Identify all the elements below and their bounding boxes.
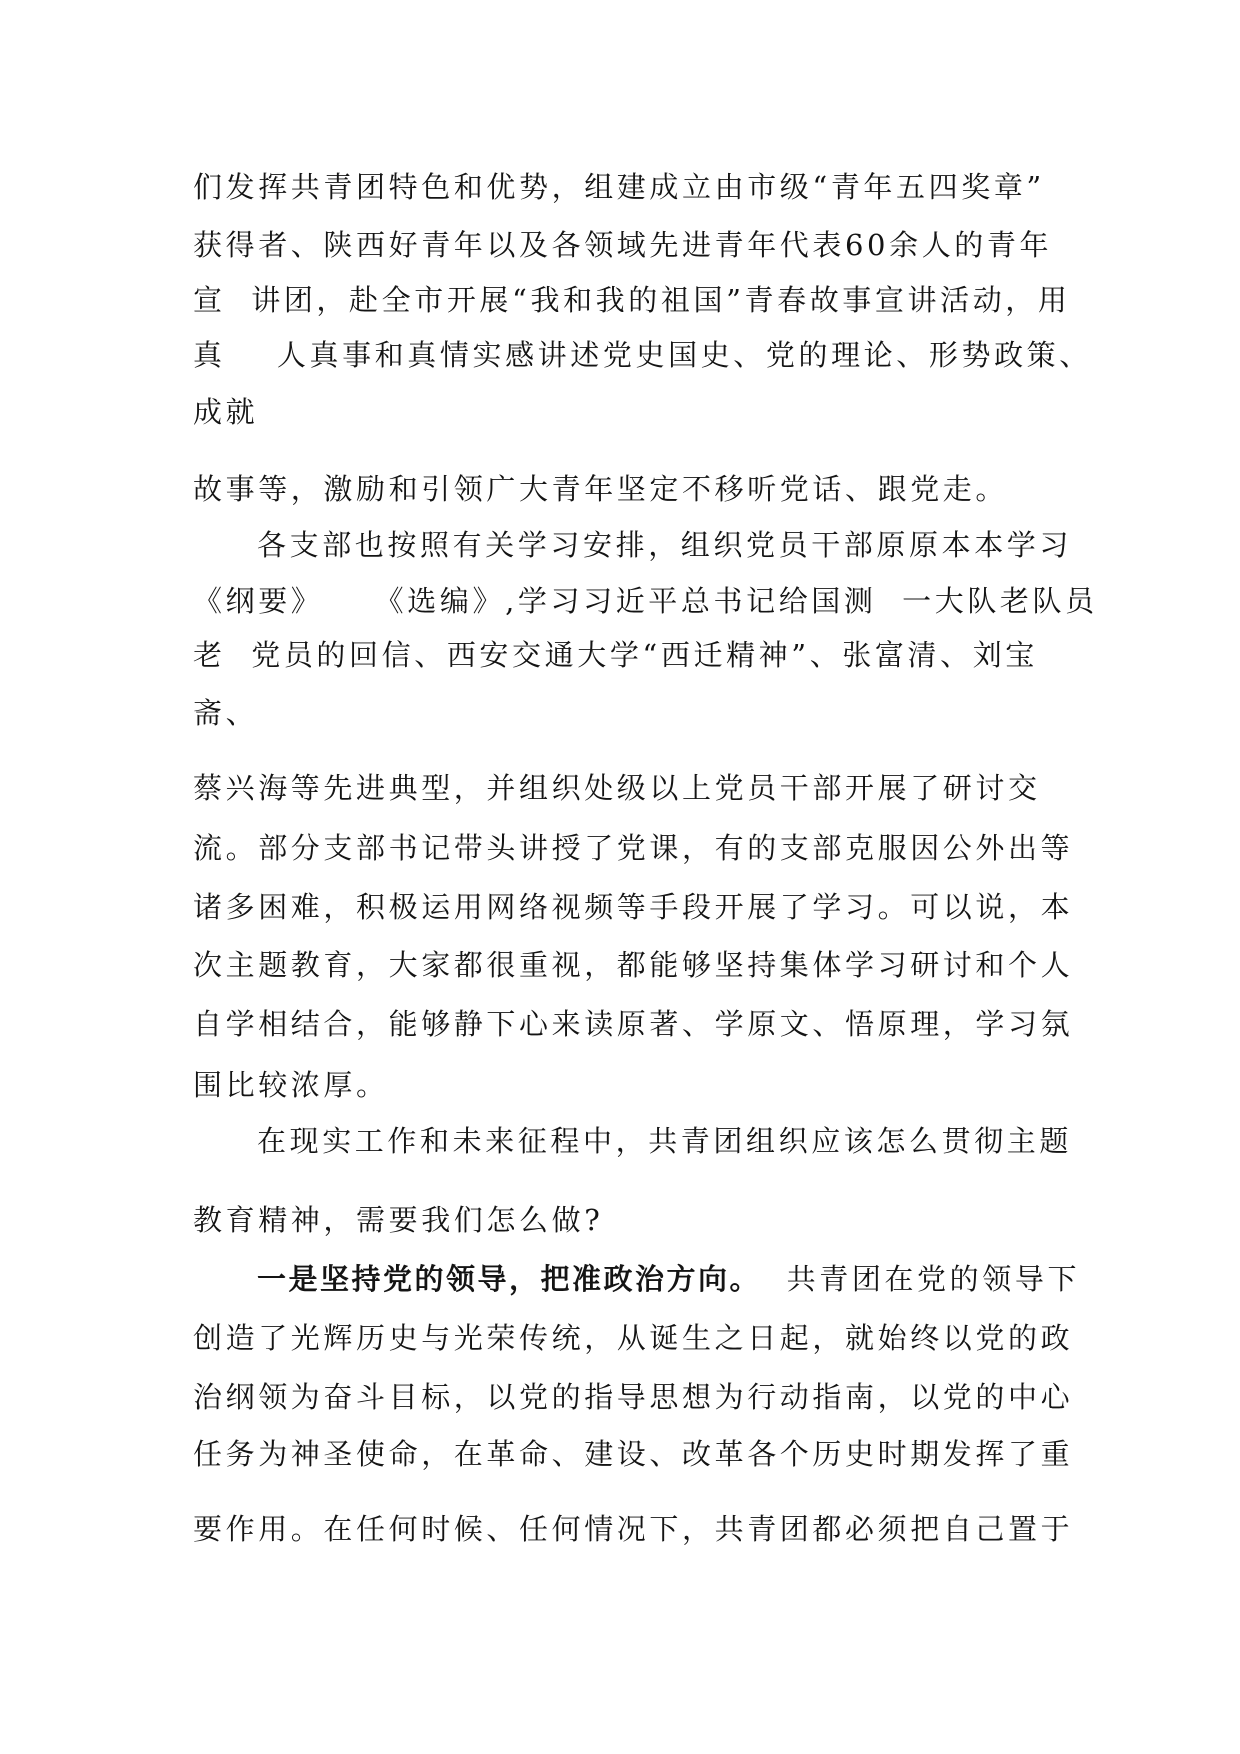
paragraph-line: 真 人真事和真情实感讲述党史国史、党的理论、形势政策、 <box>193 338 1092 372</box>
paragraph-text: 共青团在党的领导下 <box>786 1262 1081 1296</box>
paragraph-line: 蔡兴海等先进典型，并组织处级以上党员干部开展了研讨交 <box>193 771 1041 805</box>
paragraph-line: 诸多困难，积极运用网络视频等手段开展了学习。可以说，本 <box>193 890 1074 924</box>
paragraph-line: 教育精神，需要我们怎么做? <box>193 1203 604 1237</box>
paragraph-line: 斋、 <box>193 696 259 730</box>
paragraph-line: 创造了光辉历史与光荣传统，从诞生之日起，就始终以党的政 <box>193 1321 1074 1355</box>
paragraph-line: 故事等，激励和引领广大青年坚定不移听党话、跟党走。 <box>193 472 1009 506</box>
paragraph-line: 在现实工作和未来征程中，共青团组织应该怎么贯彻主题 <box>257 1124 1073 1158</box>
paragraph-line <box>257 1262 1080 1296</box>
paragraph-line: 流。部分支部书记带头讲授了党课，有的支部克服因公外出等 <box>193 831 1074 865</box>
paragraph-line: 次主题教育，大家都很重视，都能够坚持集体学习研讨和个人 <box>193 948 1074 982</box>
paragraph-line: 获得者、陕西好青年以及各领域先进青年代表60余人的青年 <box>193 228 1053 262</box>
paragraph-line: 老 党员的回信、西安交通大学“西迁精神”、张富清、刘宝 <box>193 638 1038 672</box>
paragraph-line: 自学相结合，能够静下心来读原著、学原文、悟原理，学习氛 <box>193 1007 1074 1041</box>
paragraph-line: 治纲领为奋斗目标，以党的指导思想为行动指南，以党的中心 <box>193 1380 1074 1414</box>
paragraph-line: 《纲要》 《选编》,学习习近平总书记给国测 一大队老队员 <box>193 584 1098 618</box>
paragraph-line: 要作用。在任何时候、任何情况下，共青团都必须把自己置于 <box>193 1512 1074 1546</box>
paragraph-line: 各支部也按照有关学习安排，组织党员干部原原本本学习 <box>257 528 1073 562</box>
bold-heading: 一是坚持党的领导，把准政治方向。 <box>257 1262 762 1296</box>
paragraph-line: 宣 讲团，赴全市开展“我和我的祖国”青春故事宣讲活动，用 <box>193 283 1071 317</box>
paragraph-line: 任务为神圣使命，在革命、建设、改革各个历史时期发挥了重 <box>193 1437 1074 1471</box>
paragraph-line: 们发挥共青团特色和优势，组建成立由市级“青年五四奖章” <box>193 170 1045 204</box>
paragraph-line: 成就 <box>193 395 259 429</box>
paragraph-line: 围比较浓厚。 <box>193 1068 389 1102</box>
